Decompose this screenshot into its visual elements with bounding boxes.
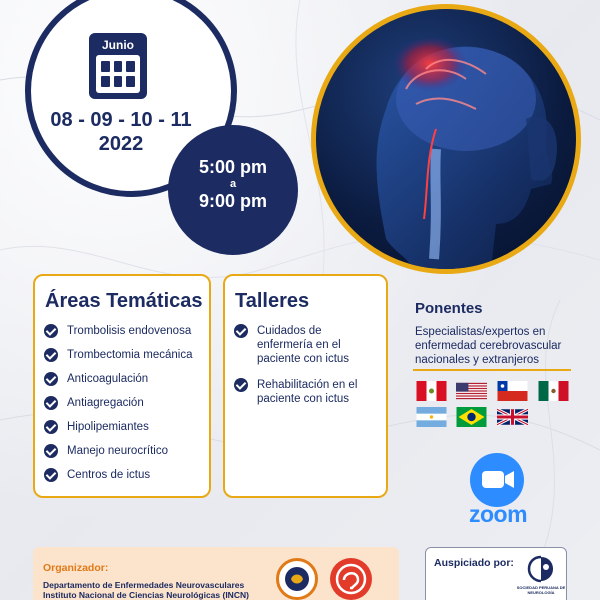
check-icon — [234, 324, 248, 338]
auspiciado-label: Auspiciado por: — [434, 557, 514, 569]
usa-flag-icon — [456, 381, 487, 401]
list-item-label: Antiagregación — [67, 397, 144, 409]
check-icon — [44, 348, 58, 362]
calendar-icon — [89, 33, 147, 99]
list-item-label: Anticoagulación — [67, 373, 149, 385]
ponentes-title: Ponentes — [415, 300, 483, 317]
check-icon — [44, 420, 58, 434]
time-end: 9:00 pm — [198, 191, 268, 211]
list-item-label: Hipolipemiantes — [67, 421, 149, 433]
zoom-wordmark: zoom — [468, 501, 528, 527]
list-item — [44, 420, 192, 434]
list-item-label: Trombectomia mecánica — [67, 349, 193, 361]
list-item — [44, 444, 192, 458]
argentina-flag-icon — [416, 407, 447, 427]
list-item-label: Trombolisis endovenosa — [67, 325, 192, 337]
check-icon — [44, 396, 58, 410]
calendar-month: Junio — [102, 38, 134, 52]
list-item — [234, 324, 379, 366]
list-item-label: Manejo neurocrítico — [67, 445, 168, 457]
list-item-label: Centros de ictus — [67, 469, 151, 481]
zoom-camera-icon — [470, 453, 524, 507]
incn-logo — [330, 558, 372, 600]
auspiciado-panel — [425, 547, 567, 600]
talleres-card — [223, 274, 388, 498]
list-item — [234, 378, 379, 406]
list-item — [44, 324, 192, 338]
list-item — [44, 348, 192, 362]
list-item — [44, 396, 192, 410]
areas-tematicas-title: Áreas Temáticas — [45, 290, 203, 312]
check-icon — [44, 372, 58, 386]
check-icon — [44, 444, 58, 458]
brain-stroke-image — [311, 4, 581, 274]
ponentes-description: Especialistas/expertos en enfermedad cerebrovascular nacionales y extranjeros — [415, 326, 562, 366]
list-item — [44, 372, 192, 386]
divider — [413, 369, 571, 371]
talleres-list — [234, 324, 379, 418]
areas-tematicas-card — [33, 274, 211, 498]
check-icon — [234, 378, 248, 392]
organizador-department: Departamento de Enfermedades Neurovasculares — [43, 580, 245, 590]
brazil-flag-icon — [456, 407, 487, 427]
check-icon — [44, 468, 58, 482]
chile-flag-icon — [497, 381, 528, 401]
mexico-flag-icon — [538, 381, 569, 401]
talleres-title: Talleres — [235, 290, 310, 312]
check-icon — [44, 324, 58, 338]
uk-flag-icon — [497, 407, 528, 427]
spn-logo-icon — [526, 554, 556, 584]
organizador-label: Organizador: — [43, 562, 109, 574]
time-badge — [168, 125, 298, 255]
list-item-label: Cuidados de enfermería en el paciente con ictus — [257, 325, 350, 365]
event-dates: 08 - 09 - 10 - 11 — [50, 109, 192, 131]
spn-logo-text: SOCIEDAD PERUANA DE NEUROLOGÍA — [516, 585, 566, 595]
areas-list — [44, 324, 192, 492]
list-item — [44, 468, 192, 482]
department-logo — [276, 558, 318, 600]
list-item-label: Rehabilitación en el paciente con ictus — [257, 379, 358, 405]
event-year: 2022 — [98, 133, 144, 155]
peru-flag-icon — [416, 381, 447, 401]
organizador-institute: Instituto Nacional de Ciencias Neurológicas (INCN) — [43, 590, 249, 600]
time-start: 5:00 pm — [198, 157, 268, 177]
time-connector: a — [229, 178, 237, 190]
